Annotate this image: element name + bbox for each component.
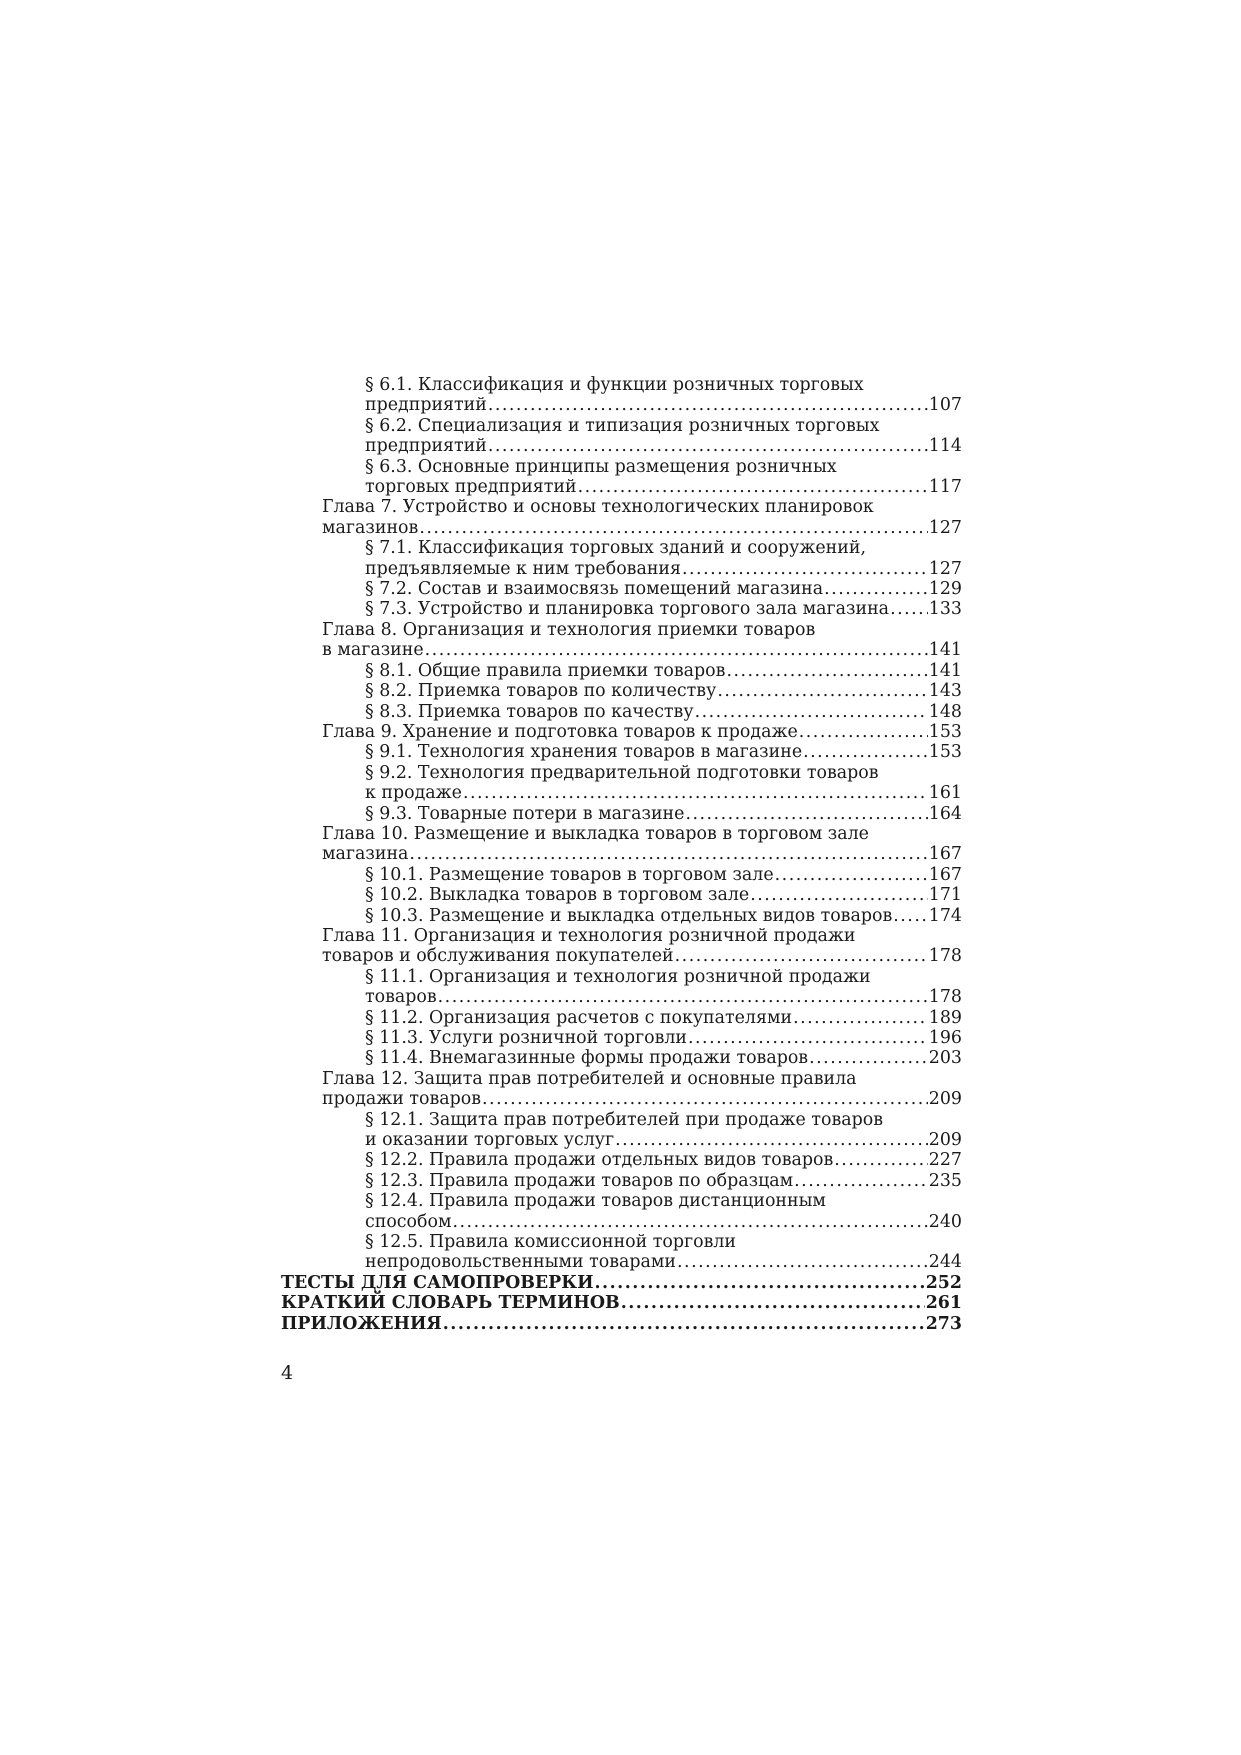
toc-entry-line <box>365 681 962 701</box>
toc-entry-line <box>365 661 962 681</box>
toc-entry-line <box>365 1232 962 1252</box>
toc-entry <box>281 1110 962 1151</box>
toc-entry-title: КРАТКИЙ СЛОВАРЬ ТЕРМИНОВ <box>281 1293 620 1314</box>
toc-entry <box>281 742 962 762</box>
toc-entry-line <box>365 579 962 599</box>
toc-entry-line <box>365 783 962 803</box>
toc-leader-dots <box>750 885 928 905</box>
toc-entry <box>281 1171 962 1191</box>
toc-entry-title: ТЕСТЫ ДЛЯ САМОПРОВЕРКИ <box>281 1272 594 1293</box>
toc-entry <box>281 457 962 498</box>
toc-entry-line <box>281 1293 962 1313</box>
toc-entry <box>281 702 962 722</box>
toc-entry-title: § 12.4. Правила продажи товаров дистанционным <box>365 1191 826 1212</box>
toc-leader-dots <box>775 865 928 885</box>
toc-entry-line <box>365 1150 962 1170</box>
toc-entry-title: Глава 11. Организация и технология розничной продажи <box>322 925 856 946</box>
toc-entry-line <box>322 824 962 844</box>
toc-page-number: 189 <box>928 1007 962 1028</box>
toc-page-number: 235 <box>928 1170 962 1191</box>
toc-entry-title: и оказании торговых услуг <box>365 1130 615 1151</box>
toc-entry-line <box>365 1171 962 1191</box>
toc-entry-line <box>365 1008 962 1028</box>
toc-entry-title: Глава 9. Хранение и подготовка товаров к продаже <box>322 721 798 742</box>
toc-leader-dots <box>452 1212 927 1232</box>
toc-entry-title: § 11.1. Организация и технология розничной продажи <box>365 966 871 987</box>
toc-entry-line <box>365 1130 962 1150</box>
toc-entry-line <box>365 477 962 497</box>
toc-entry-title: § 8.2. Приемка товаров по количеству <box>365 681 717 702</box>
toc-entry-title: § 11.3. Услуги розничной торговли <box>365 1028 687 1048</box>
toc-entry-line <box>365 1048 962 1068</box>
toc-leader-dots <box>793 1008 928 1028</box>
toc-entry <box>281 885 962 905</box>
toc-entry-line <box>281 1273 962 1293</box>
toc-entry <box>281 375 962 416</box>
toc-leader-dots <box>615 1130 928 1150</box>
toc-entry-line <box>322 946 962 966</box>
toc-entry-line <box>322 926 962 946</box>
toc-entry-title: § 12.1. Защита прав потребителей при продаже товаров <box>365 1109 883 1130</box>
toc-entry-title: § 12.3. Правила продажи товаров по образцам <box>365 1170 794 1191</box>
toc-page-number: 143 <box>928 681 962 702</box>
toc-page-number: 240 <box>928 1211 962 1232</box>
toc-entry-title: § 10.1. Размещение товаров в торговом зале <box>365 864 774 885</box>
toc-page-number: 127 <box>928 558 962 579</box>
toc-entry <box>281 865 962 885</box>
toc-entry-title: § 7.2. Состав и взаимосвязь помещений магазина <box>365 579 824 600</box>
toc-entry-line <box>365 763 962 783</box>
toc-entry-line <box>365 742 962 762</box>
toc-entry-title: предприятий <box>365 395 487 416</box>
toc-entry-line <box>322 1069 962 1089</box>
toc-entry-title: § 7.3. Устройство и планировка торгового зала магазина <box>365 599 890 620</box>
toc-page-number: 196 <box>928 1028 962 1048</box>
toc-leader-dots <box>893 906 928 926</box>
toc-leader-dots <box>695 702 928 722</box>
toc-entry-line <box>322 518 962 538</box>
toc-entry-line <box>365 1252 962 1272</box>
toc-entry-title: магазинов <box>322 517 419 538</box>
toc-leader-dots <box>890 599 928 619</box>
toc-entry-title: § 6.1. Классификация и функции розничных торговых <box>365 375 864 395</box>
toc-leader-dots <box>463 783 928 803</box>
toc-entry-line <box>365 1028 962 1048</box>
toc-entry <box>281 416 962 457</box>
toc-entry-title: § 10.2. Выкладка товаров в торговом зале <box>365 885 750 906</box>
toc-page-number: 209 <box>928 1130 962 1151</box>
toc-entry-title: Глава 8. Организация и технология приемки товаров <box>322 619 816 640</box>
toc-entry-title: § 11.4. Внемагазинные формы продажи товаров <box>365 1048 809 1069</box>
toc-leader-dots <box>425 640 928 660</box>
toc-entry <box>281 1048 962 1068</box>
toc-page-number: 244 <box>928 1252 962 1273</box>
toc-entry <box>281 579 962 599</box>
toc-entry-title: § 7.1. Классификация торговых зданий и сооружений, <box>365 538 866 559</box>
toc-entry-title: предприятий <box>365 436 487 457</box>
toc-leader-dots <box>799 722 928 742</box>
toc-entry-line <box>365 906 962 926</box>
toc-entry-title: товаров и обслуживания покупателей <box>322 946 674 967</box>
toc-entry <box>281 1069 962 1110</box>
toc-entry-line <box>365 599 962 619</box>
toc-leader-dots <box>482 1089 928 1109</box>
toc-entry <box>281 1028 962 1048</box>
toc-entry-line <box>365 457 962 477</box>
toc-entry-title: к продаже <box>365 783 462 804</box>
toc-entry-line <box>365 538 962 558</box>
toc-entry-line <box>365 375 962 395</box>
toc-entry <box>281 538 962 579</box>
toc-entry-line <box>365 1110 962 1130</box>
toc-page-number: 273 <box>925 1313 962 1334</box>
toc-page-number: 252 <box>925 1272 962 1293</box>
toc-page-number: 227 <box>928 1150 962 1171</box>
toc-entry-title: торговых предприятий <box>365 477 577 498</box>
toc-entry-line <box>281 1314 962 1334</box>
toc-page-number: 117 <box>928 477 962 498</box>
toc-leader-dots <box>717 681 927 701</box>
table-of-contents <box>281 375 962 1334</box>
toc-page-number: 178 <box>928 987 962 1008</box>
toc-entry-line <box>365 395 962 415</box>
toc-page-number: 129 <box>928 579 962 600</box>
toc-leader-dots <box>726 661 927 681</box>
toc-page-number: 153 <box>928 742 962 763</box>
page-number: 4 <box>281 1362 294 1384</box>
toc-entry-title: § 10.3. Размещение и выкладка отдельных видов товаров <box>365 905 893 926</box>
toc-entry <box>281 599 962 619</box>
toc-leader-dots <box>621 1293 925 1313</box>
toc-page-number: 167 <box>928 844 962 865</box>
toc-entry <box>281 763 962 804</box>
toc-entry <box>281 926 962 967</box>
toc-entry-line <box>322 722 962 742</box>
toc-page-number: 167 <box>928 864 962 885</box>
toc-leader-dots <box>682 559 928 579</box>
toc-leader-dots <box>685 804 927 824</box>
toc-entry-line <box>365 804 962 824</box>
toc-entry <box>281 620 962 661</box>
toc-entry-line <box>365 987 962 1007</box>
toc-leader-dots <box>688 1028 928 1048</box>
toc-entry-title: § 6.3. Основные принципы размещения розничных <box>365 456 837 477</box>
toc-page-number: 114 <box>928 436 962 457</box>
toc-page-number: 171 <box>928 885 962 906</box>
toc-leader-dots <box>595 1273 925 1293</box>
toc-page-number: 127 <box>928 517 962 538</box>
toc-entry-line <box>365 702 962 722</box>
toc-leader-dots <box>834 1150 928 1170</box>
toc-entry <box>281 906 962 926</box>
toc-entry-line <box>365 1212 962 1232</box>
toc-page-number: 161 <box>928 783 962 804</box>
toc-entry-title: в магазине <box>322 640 424 661</box>
toc-entry <box>281 824 962 865</box>
toc-entry-title: Глава 12. Защита прав потребителей и основные правила <box>322 1068 857 1089</box>
toc-entry <box>281 1293 962 1313</box>
toc-page-number: 153 <box>928 721 962 742</box>
toc-leader-dots <box>488 436 928 456</box>
toc-entry-title: продажи товаров <box>322 1089 482 1110</box>
toc-leader-dots <box>488 395 928 415</box>
toc-leader-dots <box>443 1314 925 1334</box>
toc-leader-dots <box>677 1252 928 1272</box>
toc-leader-dots <box>675 946 928 966</box>
toc-page-number: 261 <box>925 1293 962 1314</box>
toc-entry-title: § 9.2. Технология предварительной подготовки товаров <box>365 762 879 783</box>
toc-entry-line <box>365 1191 962 1211</box>
toc-entry-title: товаров <box>365 987 437 1008</box>
toc-entry-title: § 12.2. Правила продажи отдельных видов товаров <box>365 1150 834 1171</box>
toc-entry-line <box>365 559 962 579</box>
toc-entry-line <box>322 497 962 517</box>
toc-entry <box>281 1273 962 1293</box>
toc-entry <box>281 661 962 681</box>
toc-entry-line <box>322 1089 962 1109</box>
toc-entry <box>281 681 962 701</box>
toc-entry-title: § 6.2. Специализация и типизация розничных торговых <box>365 415 880 436</box>
toc-page-number: 141 <box>928 640 962 661</box>
toc-leader-dots <box>578 477 928 497</box>
toc-page-number: 148 <box>928 701 962 722</box>
toc-entry-line <box>365 885 962 905</box>
toc-entry-title: § 9.1. Технология хранения товаров в магазине <box>365 742 803 763</box>
toc-page-number: 203 <box>928 1048 962 1069</box>
toc-page-number: 141 <box>928 660 962 681</box>
toc-entry-title: Глава 10. Размещение и выкладка товаров в торговом зале <box>322 823 869 844</box>
toc-entry-line <box>322 620 962 640</box>
toc-leader-dots <box>409 844 927 864</box>
toc-entry <box>281 722 962 742</box>
toc-entry-title: предъявляемые к ним требования <box>365 558 681 579</box>
toc-entry-line <box>322 844 962 864</box>
toc-entry <box>281 804 962 824</box>
toc-entry-title: непродовольственными товарами <box>365 1252 677 1273</box>
toc-page-number: 107 <box>928 395 962 416</box>
toc-entry-title: § 12.5. Правила комиссионной торговли <box>365 1232 736 1253</box>
toc-leader-dots <box>803 742 928 762</box>
toc-page-number: 209 <box>928 1089 962 1110</box>
toc-leader-dots <box>809 1048 928 1068</box>
toc-entry-title: Глава 7. Устройство и основы технологических планировок <box>322 497 874 518</box>
toc-page-number: 174 <box>928 905 962 926</box>
toc-page-number: 178 <box>928 946 962 967</box>
toc-leader-dots <box>794 1171 928 1191</box>
toc-entry-title: магазина <box>322 844 409 865</box>
toc-page-number: 133 <box>928 599 962 620</box>
toc-entry-line <box>365 865 962 885</box>
toc-entry-line <box>365 416 962 436</box>
toc-entry-title: § 8.1. Общие правила приемки товаров <box>365 660 726 681</box>
toc-entry-line <box>365 436 962 456</box>
toc-entry <box>281 1232 962 1273</box>
toc-entry-title: способом <box>365 1211 452 1232</box>
toc-leader-dots <box>419 518 927 538</box>
toc-entry-title: § 8.3. Приемка товаров по качеству <box>365 701 694 722</box>
toc-leader-dots <box>824 579 928 599</box>
toc-entry-title: ПРИЛОЖЕНИЯ <box>281 1313 442 1334</box>
toc-entry <box>281 1314 962 1334</box>
toc-entry-line <box>322 640 962 660</box>
toc-entry <box>281 497 962 538</box>
toc-page-number: 164 <box>928 803 962 824</box>
toc-entry-title: § 9.3. Товарные потери в магазине <box>365 803 685 824</box>
toc-leader-dots <box>438 987 928 1007</box>
toc-entry-title: § 11.2. Организация расчетов с покупателями <box>365 1007 793 1028</box>
toc-entry <box>281 967 962 1008</box>
toc-entry <box>281 1008 962 1028</box>
toc-entry-line <box>365 967 962 987</box>
toc-entry <box>281 1150 962 1170</box>
toc-entry <box>281 1191 962 1232</box>
